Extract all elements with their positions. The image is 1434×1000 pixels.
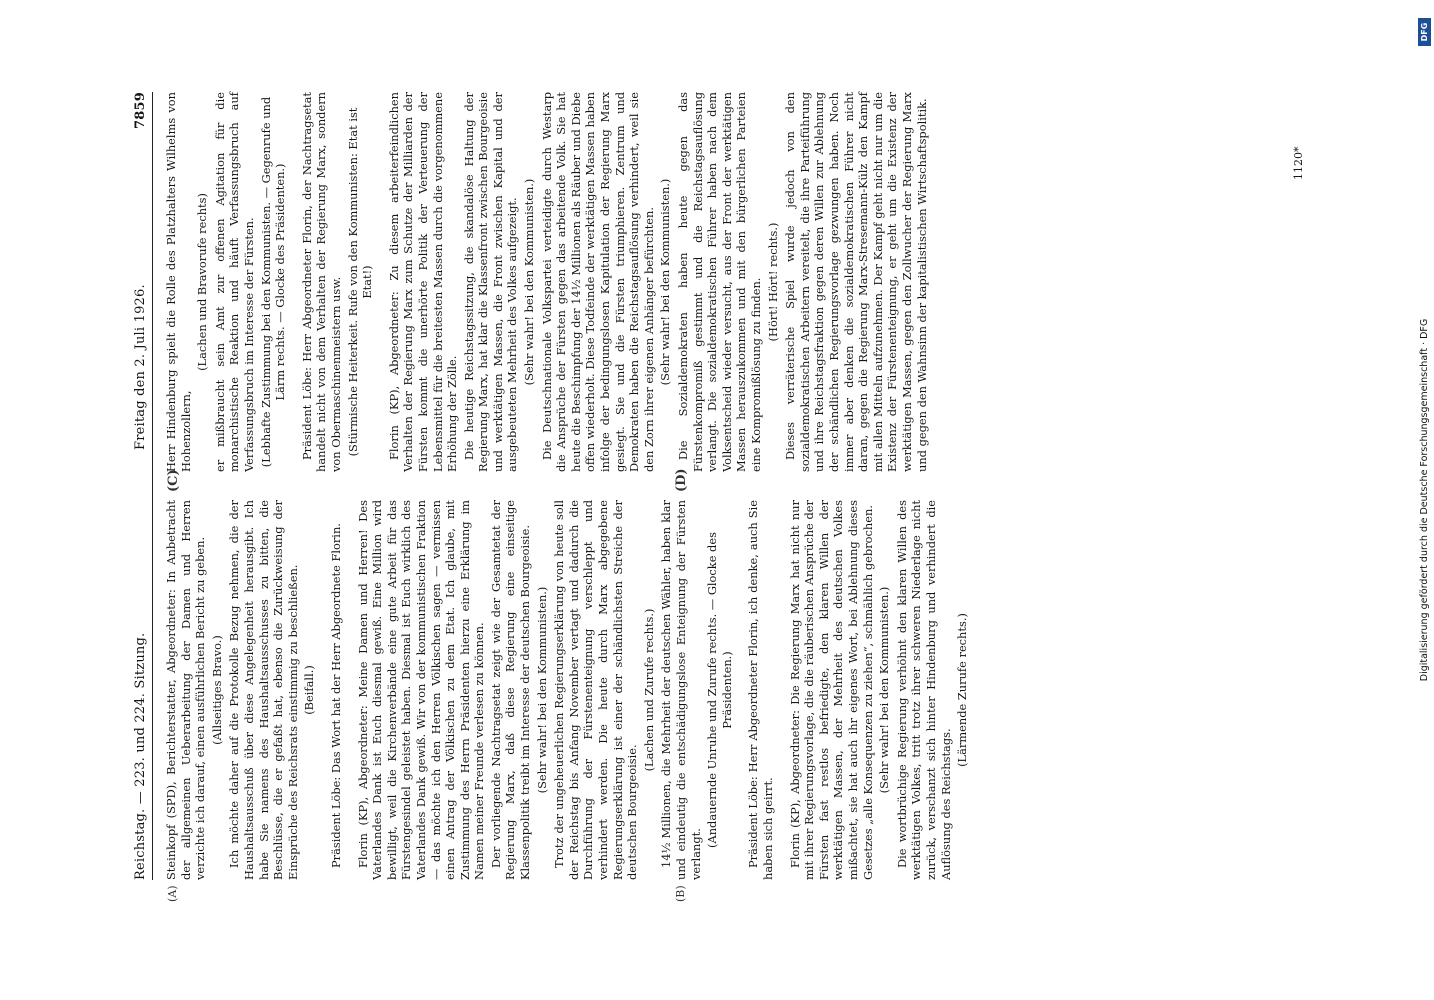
paragraph-florin-regierungserklaerung: Trotz der ungeheuerlichen Regierungserklärung von heute soll der Reichstag bis Anfang November vertagt und dadurch die Durchführung der Fürstenenteignung verschleppt und verhindert werden. Die heute durch Marx abgegebene Regierungserklärung ist einer der schändlichsten Streiche der deutschen Bourgeoisie. bbox=[552, 500, 640, 880]
paragraph-praesident-loebe-1: Präsident Löbe: Das Wort hat der Herr Abgeordnete Florin. bbox=[328, 523, 343, 868]
paragraph-hindenburg: Herr Hindenburg spielt die Rolle des Platzhalters Wilhelms von Hohenzollern, bbox=[164, 92, 193, 472]
interjection-sehr-wahr-2: (Sehr wahr! bei den Kommunisten.) bbox=[877, 586, 892, 794]
header-page-number: 7859 bbox=[133, 92, 148, 129]
paragraph-deutschnationale: Die Deutschnationale Volkspartei verteidigte durch Westarp die Ansprüche der Fürsten gegen das arbeitende Volk. Sie hat heute die Beschimpfung der 14½ Millionen als Räuber und Diebe offen wiederholt. Diese Todfeinde der werktätigen Massen haben infolge der bedingungslosen Kapitulation der Regierung Marx gesiegt. Sie und die Fürsten triumphieren. Zentrum und Demokraten haben die Reichstagsauflösung verhindert, weil sie den Zorn ihrer eigenen Anhänger befürchten. bbox=[539, 92, 656, 472]
dfg-logo-icon bbox=[1418, 18, 1431, 46]
interjection-hoert-hoert: (Hört! Hört! rechts.) bbox=[765, 222, 780, 342]
rotated-document-page bbox=[82, 50, 1352, 950]
paragraph-steinkopf-motion: Ich möchte daher auf die Protokolle Bezug nehmen, die der Haushaltsausschuß über diese Angelegenheit herausgibt. Ich habe Sie namens des Haushaltsausschusses zu bitten, die Beschlüsse, die er gefaßt hat, ebenso die Zurückweisung der Einsprüche des Reichsrats einstimmig zu beschließen. bbox=[227, 500, 300, 880]
interjection-unruhe: (Andauernde Unruhe und Zurufe rechts. — Glocke des Präsidenten.) bbox=[705, 532, 734, 848]
interjection-sehr-wahr-4: (Sehr wahr! bei den Kommunisten.) bbox=[658, 178, 673, 386]
paragraph-reichstagssitzung: Die heutige Reichstagssitzung, die skandalöse Haltung der Regierung Marx, hat klar die Klassenfront zwischen Bourgeoisie und werktätigen Massen, die Front zwischen Kapital und der ausgebeuteten Mehrheit des Volkes aufgezeigt. bbox=[461, 92, 520, 472]
paragraph-florin-speech-1: Florin (KP), Abgeordneter: Meine Damen und Herren! Des Vaterlandes Dank ist Euch diesmal gewiß. Eine Million wird bewilligt, weil die Kirchenverbände eine gute Arbeit für das Fürstengesindel geleistet haben. Diesmal ist Euch wirklich des Vaterlandes Dank gewiß. Wir von der kommunistischen Fraktion — das möchte ich den Herren Völkischen sagen — vermissen einen Antrag der Völkischen zu dem Etat. Ich glaube, mit Zustimmung des Herrn Präsidenten hierzu eine Erklärung im Namen meiner Freunde verlesen zu können. bbox=[355, 500, 487, 880]
paragraph-praesident-loebe-2: Präsident Löbe: Herr Abgeordneter Florin, ich denke, auch Sie haben sich geirrt. bbox=[746, 500, 775, 880]
page-header bbox=[128, 92, 153, 880]
dfg-watermark bbox=[1416, 8, 1434, 992]
paragraph-verraeterisches-spiel: Dieses verräterische Spiel wurde jedoch von den sozialdemokratischen Arbeitern vereitelt, die ihre Parteiführung und ihre Reichstagsfraktion gegen deren Willen zur Ablehnung der schändlichen Regierungsvorlage gezwungen haben. Noch immer aber denken die sozialdemokratischen Führer nicht daran, gegen die Regierung Marx-Stresemann-Külz den Kampf mit allen Mitteln aufzunehmen. Der Kampf geht nicht nur um die Existenz der Fürstenenteignung, er geht um die Existenz der werktätigen Massen, gegen den Zollwucher der Regierung Marx und gegen den Wahnsinn der kapitalistischen Wirtschaftspolitik. bbox=[783, 92, 929, 472]
interjection-bravorufe: (Lachen und Bravorufe rechts) bbox=[195, 193, 210, 371]
interjection-lachen: (Lachen und Zurufe rechts.) bbox=[641, 608, 656, 772]
dfg-logo-label: DFG bbox=[1419, 22, 1429, 42]
interjection-laermende-zurufe: (Lärmende Zurufe rechts.) bbox=[955, 613, 970, 767]
watermark-text: Digitalisierung gefördert durch die Deutsche Forschungsgemeinschaft · DFG bbox=[1419, 318, 1430, 682]
paragraph-steinkopf-report: Steinkopf (SPD), Berichterstatter, Abgeordneter: In Anbetracht der allgemeinen Ueberarbeitung der Damen und Herren verzichte ich darauf, einen ausführlichen Bericht zu geben. bbox=[164, 500, 208, 880]
margin-marker-b: (B) bbox=[674, 885, 687, 902]
paragraph-florin-nachtragsetat: Der vorliegende Nachtragsetat zeigt wie der Gesamtetat der Regierung Marx, daß diese Regierung eine einseitige Klassenpolitik treibt im Interesse der deutschen Bourgeoisie. bbox=[488, 500, 533, 880]
margin-marker-a: (A) bbox=[166, 885, 179, 902]
interjection-lebhafte-zustimmung: (Lebhafte Zustimmung bei den Kommunisten. — Gegenrufe und Lärm rechts. — Glocke des Präsidenten.) bbox=[258, 96, 288, 468]
paragraph-florin-millionen: 14½ Millionen, die Mehrheit der deutschen Wähler, haben klar und eindeutig die entschädigungslose Enteignung der Fürsten verlangt. bbox=[659, 500, 703, 880]
paragraph-praesident-loebe-3: Präsident Löbe: Herr Abgeordneter Florin, der Nachtragsetat handelt nicht von dem Verhalten der Regierung Marx, sondern von Obermaschinenmeistern usw. bbox=[299, 92, 343, 472]
header-session-title: Reichstag. — 223. und 224. Sitzung. bbox=[133, 632, 148, 880]
left-text-column bbox=[164, 500, 973, 880]
interjection-sehr-wahr-1: (Sehr wahr! bei den Kommunisten.) bbox=[534, 586, 549, 794]
paragraph-sozialdemokraten: Die Sozialdemokraten haben heute gegen das Fürstenkompromiß gestimmt und die Reichstagsauflösung verlangt. Die sozialdemokratischen Führer haben nach dem Volksentscheid wieder versucht, aus der Front der werktätigen Massen herauszukommen und mit den bürgerlichen Parteien eine Kompromißlösung zu finden. bbox=[676, 92, 763, 472]
paragraph-verfassungsbruch: er mißbraucht sein Amt zur offenen Agitation für die monarchistische Reaktion und häuft Verfassungsbruch auf Verfassungsbruch im Interesse der Fürsten. bbox=[212, 92, 256, 472]
right-text-column bbox=[164, 92, 931, 472]
interjection-beifall: (Beifall.) bbox=[302, 665, 317, 715]
interjection-heiterkeit: (Stürmische Heiterkeit. Rufe von den Kommunisten: Etat ist Etat!) bbox=[345, 107, 375, 457]
header-date: Freitag den 2. Juli 1926. bbox=[133, 284, 148, 450]
paragraph-florin-speech-3: Florin (KP), Abgeordneter: Zu diesem arbeiterfeindlichen Verhalten der Regierung Marx zum Schutze der Milliarden der Fürsten kommt die unerhörte Politik der Verteuerung der Lebensmittel für die breitesten Massen durch die vorgenommene Erhöhung der Zölle. bbox=[386, 92, 460, 472]
paragraph-florin-wortbruechig: Die wortbrüchige Regierung verhöhnt den klaren Willen des werktätigen Volkes, tritt trotz ihrer schweren Niederlage nicht zurück, verschanzt sich hinter Hindenburg und verhindert die Auflösung des Reichstags. bbox=[894, 500, 953, 880]
paragraph-florin-speech-2: Florin (KP), Abgeordneter: Die Regierung Marx hat nicht nur mit ihrer Regierungsvorlage, die die räuberischen Ansprüche der Fürsten fast restlos befriedigte, den klaren Willen der werktätigen Massen, der Mehrheit des deutschen Volkes mißachtet, sie hat auch ihr eigenes Wort, bei Ablehnung dieses Gesetzes „alle Konsequenzen zu ziehen“, schmählich gebrochen. bbox=[787, 500, 875, 880]
interjection-sehr-wahr-3: (Sehr wahr! bei den Kommunisten.) bbox=[522, 178, 537, 386]
margin-marker-d: (D) bbox=[674, 468, 689, 492]
printer-signature: 1120* bbox=[1292, 146, 1305, 180]
interjection-bravo: (Allseitiges Bravo.) bbox=[209, 635, 224, 745]
margin-marker-c: (C) bbox=[166, 469, 181, 492]
